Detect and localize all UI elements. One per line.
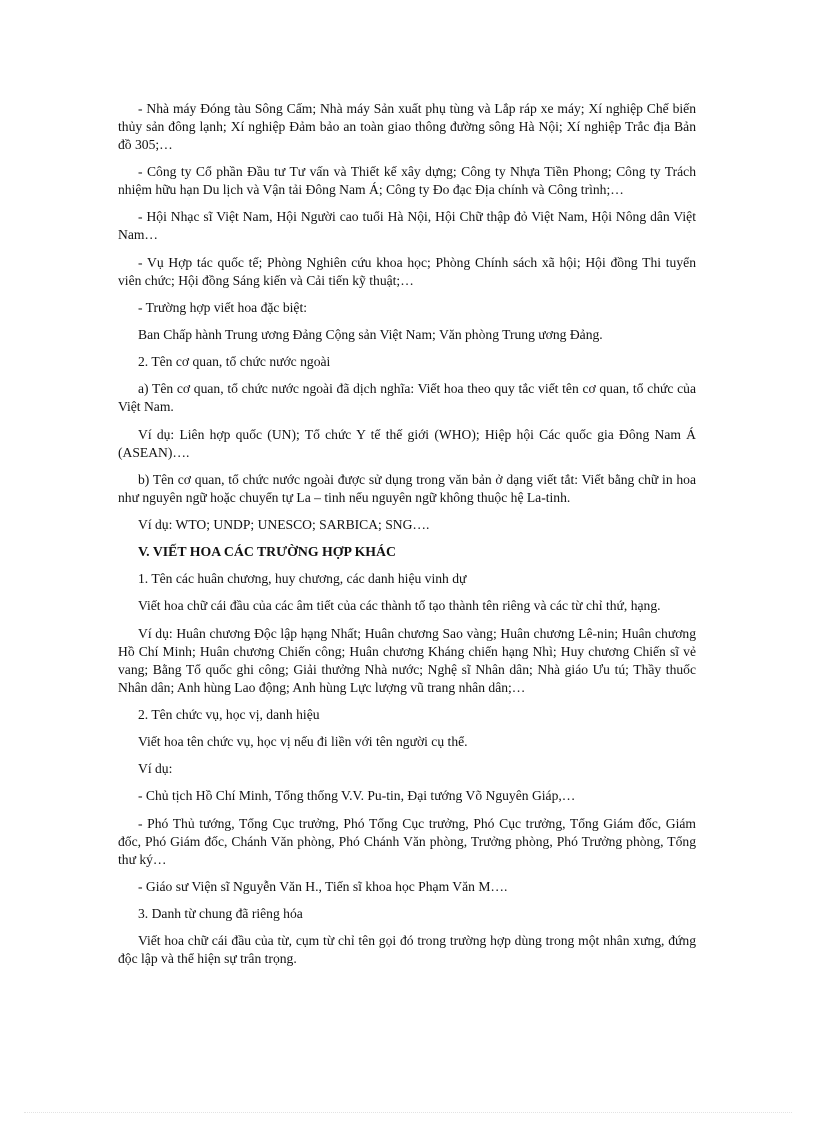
paragraph-positions-example-2: - Phó Thủ tướng, Tổng Cục trưởng, Phó Tổng Cục trưởng, Phó Cục trưởng, Tổng Giám đốc, Giám đốc, Phó Giám đốc, Chánh Văn phòng, Phó Chánh Văn phòng, Trưởng phòng, Phó Trưởng phòng, Tổng thư ký… bbox=[118, 815, 696, 867]
subheading-positions-degrees: 2. Tên chức vụ, học vị, danh hiệu bbox=[138, 706, 320, 722]
subheading-medals-titles: 1. Tên các huân chương, huy chương, các danh hiệu vinh dự bbox=[138, 571, 467, 587]
paragraph-positions-example-3: - Giáo sư Viện sĩ Nguyễn Văn H., Tiến sĩ khoa học Phạm Văn M…. bbox=[138, 878, 508, 894]
paragraph-special-case-example: Ban Chấp hành Trung ương Đảng Cộng sản Việt Nam; Văn phòng Trung ương Đảng. bbox=[138, 326, 603, 342]
paragraph-department-examples: - Vụ Hợp tác quốc tế; Phòng Nghiên cứu khoa học; Phòng Chính sách xã hội; Hội đồng Thi tuyển viên chức; Hội đồng Sáng kiến và Cải tiến kỹ thuật;… bbox=[118, 254, 696, 288]
paragraph-abbreviation-examples: Ví dụ: WTO; UNDP; UNESCO; SARBICA; SNG…. bbox=[138, 516, 430, 532]
paragraph-example-label: Ví dụ: bbox=[138, 761, 173, 777]
section-heading-other-cases: V. VIẾT HOA CÁC TRƯỜNG HỢP KHÁC bbox=[138, 544, 396, 560]
paragraph-common-nouns-rule: Viết hoa chữ cái đầu của từ, cụm từ chỉ tên gọi đó trong trường hợp dùng trong một nhân xưng, đứng độc lập và thể hiện sự trân trọng. bbox=[118, 933, 696, 967]
paragraph-company-examples: - Công ty Cổ phần Đầu tư Tư vấn và Thiết kế xây dựng; Công ty Nhựa Tiền Phong; Công ty Trách nhiệm hữu hạn Du lịch và Vận tải Đông Nam Á; Công ty Đo đạc Địa chính và Công trình;… bbox=[118, 164, 696, 198]
paragraph-medals-rule: Viết hoa chữ cái đầu của các âm tiết của các thành tố tạo thành tên riêng và các từ chỉ thứ, hạng. bbox=[138, 598, 661, 614]
paragraph-translated-examples: Ví dụ: Liên hợp quốc (UN); Tổ chức Y tế thế giới (WHO); Hiệp hội Các quốc gia Đông Nam Á (ASEAN)…. bbox=[118, 426, 696, 460]
paragraph-special-case-label: - Trường hợp viết hoa đặc biệt: bbox=[138, 299, 307, 315]
paragraph-enterprise-examples: - Nhà máy Đóng tàu Sông Cấm; Nhà máy Sản xuất phụ tùng và Lắp ráp xe máy; Xí nghiệp Chế biến thủy sản đông lạnh; Xí nghiệp Đảm bảo an toàn giao thông đường sông Hà Nội; Xí nghiệp Trắc địa Bản đồ 305;… bbox=[118, 101, 696, 152]
document-body bbox=[118, 100, 696, 977]
paragraph-positions-rule: Viết hoa tên chức vụ, học vị nếu đi liền với tên người cụ thể. bbox=[138, 734, 468, 749]
subheading-foreign-organizations: 2. Tên cơ quan, tổ chức nước ngoài bbox=[138, 354, 331, 370]
paragraph-positions-example-1: - Chủ tịch Hồ Chí Minh, Tổng thống V.V. Pu-tin, Đại tướng Võ Nguyên Giáp,… bbox=[138, 788, 576, 804]
paragraph-medals-examples: Ví dụ: Huân chương Độc lập hạng Nhất; Huân chương Sao vàng; Huân chương Lê-nin; Huân chương Hồ Chí Minh; Huân chương Chiến công; Huân chương Kháng chiến hạng Nhì; Huy chương Chiến sĩ vẻ vang; Bằng Tổ quốc ghi công; Giải thưởng Nhà nước; Nghệ sĩ Nhân dân; Nhà giáo Ưu tú; Thầy thuốc Nhân dân; Anh hùng Lao động; Anh hùng Lực lượng vũ trang nhân dân;… bbox=[118, 625, 696, 695]
page-bottom-divider bbox=[24, 1112, 792, 1113]
paragraph-abbreviated-names: b) Tên cơ quan, tổ chức nước ngoài được sử dụng trong văn bản ở dạng viết tắt: Viết bằng chữ in hoa như nguyên ngữ hoặc chuyển tự La – tinh nếu nguyên ngữ không thuộc hệ La-tinh. bbox=[118, 471, 696, 505]
paragraph-association-examples: - Hội Nhạc sĩ Việt Nam, Hội Người cao tuổi Hà Nội, Hội Chữ thập đỏ Việt Nam, Hội Nông dân Việt Nam… bbox=[118, 209, 696, 243]
paragraph-translated-names: a) Tên cơ quan, tổ chức nước ngoài đã dịch nghĩa: Viết hoa theo quy tắc viết tên cơ quan, tổ chức của Việt Nam. bbox=[118, 381, 696, 415]
subheading-common-nouns: 3. Danh từ chung đã riêng hóa bbox=[138, 905, 303, 921]
